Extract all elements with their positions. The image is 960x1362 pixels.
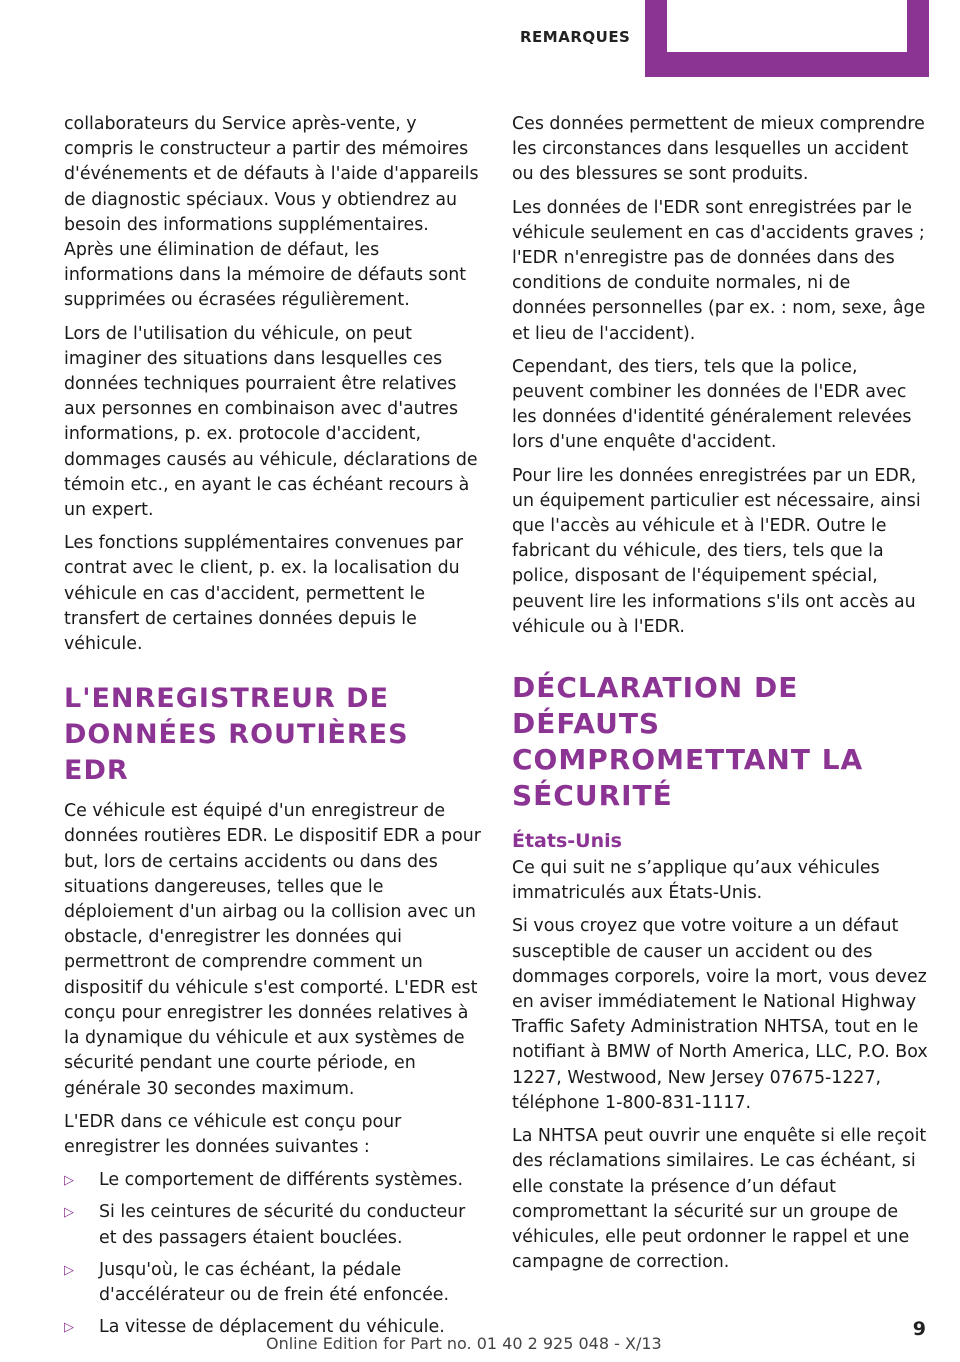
paragraph: L'EDR dans ce véhicule est conçu pour enregistrer les données suivantes :	[64, 1111, 402, 1157]
paragraph: La NHTSA peut ouvrir une enquête si elle reçoit des réclamations similaires. Le cas échéant, si elle constate la présence d’un défaut compromettant la sécurité sur un groupe de véhicules, elle peut ordonner le rappel et une campagne de correction.	[512, 1126, 927, 1273]
paragraph: Les fonctions supplémentaires convenues par contrat avec le client, p. ex. la localisation du véhicule en cas d'accident, permettent le transfert de certaines données depuis le véhicule.	[64, 533, 464, 655]
paragraph: Ce qui suit ne s’applique qu’aux véhicules immatriculés aux États-Unis.	[512, 858, 880, 904]
paragraph: collaborateurs du Service après-vente, y compris le constructeur a partir des mémoires d'événements et de défauts à l'aide d'appareils de diagnostic spéciaux. Vous y obtiendrez au besoin des informations supplémentaires. Après une élimination de défaut, les informations dans la mémoire de défauts sont supprimées ou écrasées régulièrement.	[64, 114, 479, 311]
section-tab	[645, 0, 929, 77]
page-number: 9	[912, 1318, 926, 1340]
paragraph: Les données de l'EDR sont enregistrées par le véhicule seulement en cas d'accidents graves ; l'EDR n'enregistre pas de données dans des conditions de conduite normales, ni de données personnelles (par ex. : nom, sexe, âge et lieu de l'accident).	[512, 197, 926, 344]
paragraph: Si vous croyez que votre voiture a un défaut susceptible de causer un accident ou des dommages corporels, voire la mort, vous devez en aviser immédiatement le National Highway Traffic Safety Administration NHTSA, tout en le notifiant à BMW of North America, LLC, P.O. Box 1227, Westwood, New Jersey 07675-1227, téléphone 1-800-831-1117.	[512, 916, 928, 1113]
right-column	[512, 112, 928, 1283]
list-item: ▷ Jusqu'où, le cas échéant, la pédale d'accélérateur ou de frein été enfoncée.	[64, 1259, 450, 1305]
paragraph: Ces données permettent de mieux comprendre les circonstances dans lesquelles un accident ou des blessures se sont produits.	[512, 114, 925, 185]
list-item: ▷ La vitesse de déplacement du véhicule.	[64, 1315, 482, 1340]
edr-data-list	[64, 1168, 482, 1340]
triangle-bullet-icon: ▷	[64, 1320, 74, 1336]
list-item: ▷ Le comportement de différents systèmes.	[64, 1168, 482, 1193]
edition-footer: Online Edition for Part no. 01 40 2 925 048 - X/13	[266, 1334, 662, 1353]
section-heading-edr: L'ENREGISTREUR DE DONNÉES ROUTIÈRES EDR	[64, 683, 409, 787]
paragraph: Pour lire les données enregistrées par un EDR, un équipement particulier est nécessaire, ainsi que l'accès au véhicule et à l'EDR. Outre le fabricant du véhicule, des tiers, tels que la police, disposant de l'équipement spécial, peuvent lire les informations s'ils ont accès au véhicule ou à l'EDR.	[512, 465, 921, 637]
left-column	[64, 112, 482, 1347]
triangle-bullet-icon: ▷	[64, 1205, 74, 1221]
section-tab-inner	[667, 0, 907, 52]
paragraph: Cependant, des tiers, tels que la police, peuvent combiner les données de l'EDR avec les données d'identité généralement relevées lors d'une enquête d'accident.	[512, 356, 912, 453]
list-item: ▷ Si les ceintures de sécurité du conducteur et des passagers étaient bouclées.	[64, 1202, 466, 1248]
paragraph: Lors de l'utilisation du véhicule, on peut imaginer des situations dans lesquelles ces données techniques pourraient être relatives aux personnes en combinaison avec d'autres informations, p. ex. protocole d'accident, dommages causés au véhicule, déclarations de témoin etc., en ayant le cas échéant recours à un expert.	[64, 323, 478, 521]
triangle-bullet-icon: ▷	[64, 1262, 74, 1278]
subheading-usa: États-Unis	[512, 830, 622, 853]
section-label: REMARQUES	[520, 28, 631, 46]
triangle-bullet-icon: ▷	[64, 1173, 74, 1189]
paragraph: Ce véhicule est équipé d'un enregistreur de données routières EDR. Le dispositif EDR a pour but, lors de certains accidents ou dans des situations dangereuses, telles que le déploiement d'un airbag ou la collision avec un obstacle, d'enregistrer les données qui permettront de comprendre comment un dispositif du véhicule s'est comporté. L'EDR est conçu pour enregistrer les données relatives à la dynamique du véhicule et aux systèmes de sécurité pendant une courte période, en générale 30 secondes maximum.	[64, 801, 481, 1099]
section-heading-defects: DÉCLARATION DE DÉFAUTS COMPROMETTANT LA SÉCURITÉ	[512, 671, 864, 813]
